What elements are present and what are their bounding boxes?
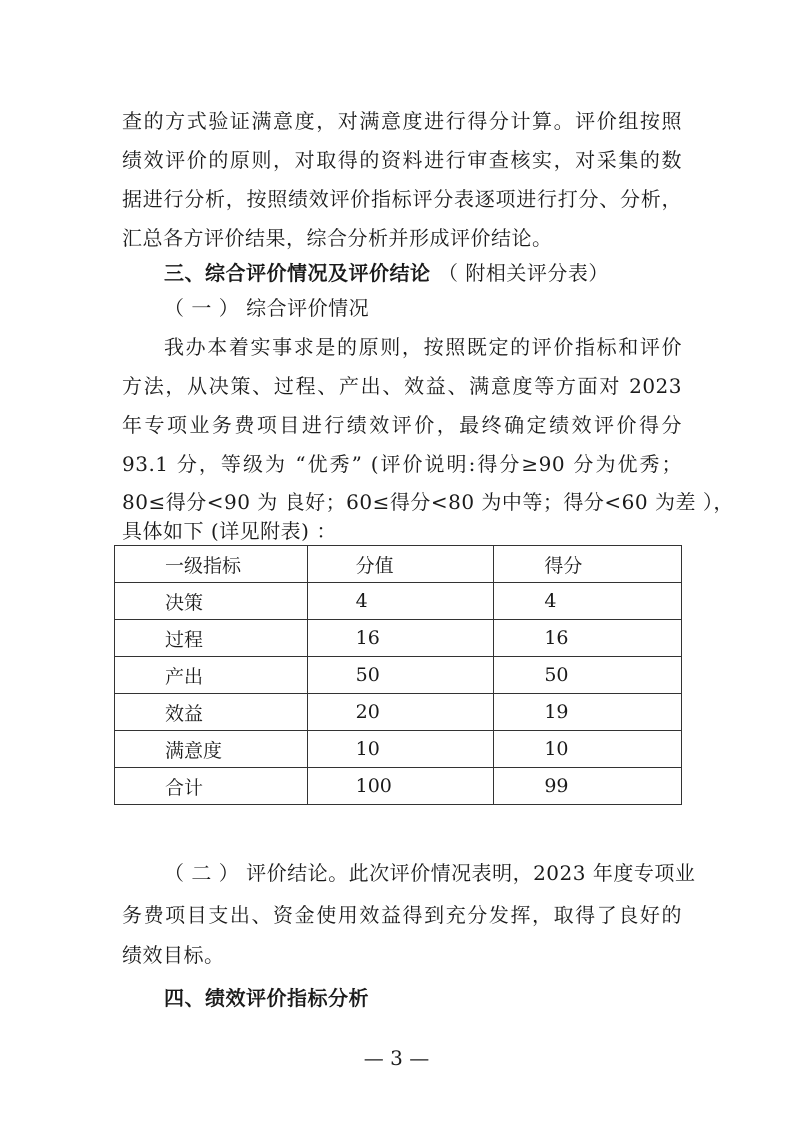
table-cell: 4 [494, 583, 682, 620]
paragraph-2-line-1: 我办本着实事求是的原则，按照既定的评价指标和评价 [164, 335, 682, 359]
table-cell: 满意度 [115, 731, 308, 768]
paragraph-1-line-1: 查的方式验证满意度，对满意度进行得分计算。评价组按照 [122, 109, 682, 133]
table-cell: 决策 [115, 583, 308, 620]
table-header-cell: 一级指标 [115, 546, 308, 583]
table-cell: 16 [307, 620, 494, 657]
paragraph-2-line-2: 方法，从决策、过程、产出、效益、满意度等方面对 2023 [122, 374, 682, 398]
table-row [115, 620, 682, 657]
page-number: — 3 — [363, 1046, 430, 1070]
table-cell: 50 [494, 657, 682, 694]
table-cell: 10 [307, 731, 494, 768]
paragraph-1-line-4: 汇总各方评价结果，综合分析并形成评价结论。 [122, 226, 553, 250]
table-header-row [115, 546, 682, 583]
paragraph-2-line-6: 具体如下 (详见附表) ： [122, 519, 337, 543]
table-cell: 19 [494, 694, 682, 731]
table-cell: 过程 [115, 620, 308, 657]
table-row [115, 768, 682, 805]
paragraph-2-line-4: 93.1 分，等级为 “优秀” (评价说明:得分≥90 分为优秀； [122, 452, 682, 476]
table-cell: 4 [307, 583, 494, 620]
paragraph-2-line-3: 年专项业务费项目进行绩效评价，最终确定绩效评价得分 [122, 413, 682, 437]
paragraph-3-line-2: 务费项目支出、资金使用效益得到充分发挥，取得了良好的 [122, 903, 682, 927]
table-cell: 16 [494, 620, 682, 657]
section-3-title: 三、综合评价情况及评价结论 [164, 261, 431, 285]
table-cell: 产出 [115, 657, 308, 694]
table-row [115, 583, 682, 620]
paragraph-1-line-3: 据进行分析，按照绩效评价指标评分表逐项进行打分、分析， [122, 187, 682, 211]
table-row [115, 657, 682, 694]
table-cell: 100 [307, 768, 494, 805]
table-cell: 10 [494, 731, 682, 768]
subsection-1-heading: （ 一 ） 综合评价情况 [164, 296, 370, 320]
section-3-heading [164, 260, 682, 286]
paragraph-2-line-5: 80≤得分<90 为 良好；60≤得分<80 为中等；得分<60 为差 ）， [122, 490, 734, 514]
table-cell: 20 [307, 694, 494, 731]
section-3-note: （ 附相关评分表） [437, 261, 609, 285]
paragraph-3-line-1: （ 二 ） 评价结论。此次评价情况表明，2023 年度专项业 [164, 861, 696, 885]
score-table [114, 545, 682, 805]
table-cell: 99 [494, 768, 682, 805]
table-cell: 效益 [115, 694, 308, 731]
paragraph-1-line-2: 绩效评价的原则，对取得的资料进行审查核实，对采集的数 [122, 148, 682, 172]
table-header-cell: 得分 [494, 546, 682, 583]
table-cell: 50 [307, 657, 494, 694]
table-cell: 合计 [115, 768, 308, 805]
table-header-cell: 分值 [307, 546, 494, 583]
table-row [115, 731, 682, 768]
table-row [115, 694, 682, 731]
section-4-heading: 四、绩效评价指标分析 [164, 986, 369, 1010]
paragraph-3-line-3: 绩效目标。 [122, 943, 225, 967]
